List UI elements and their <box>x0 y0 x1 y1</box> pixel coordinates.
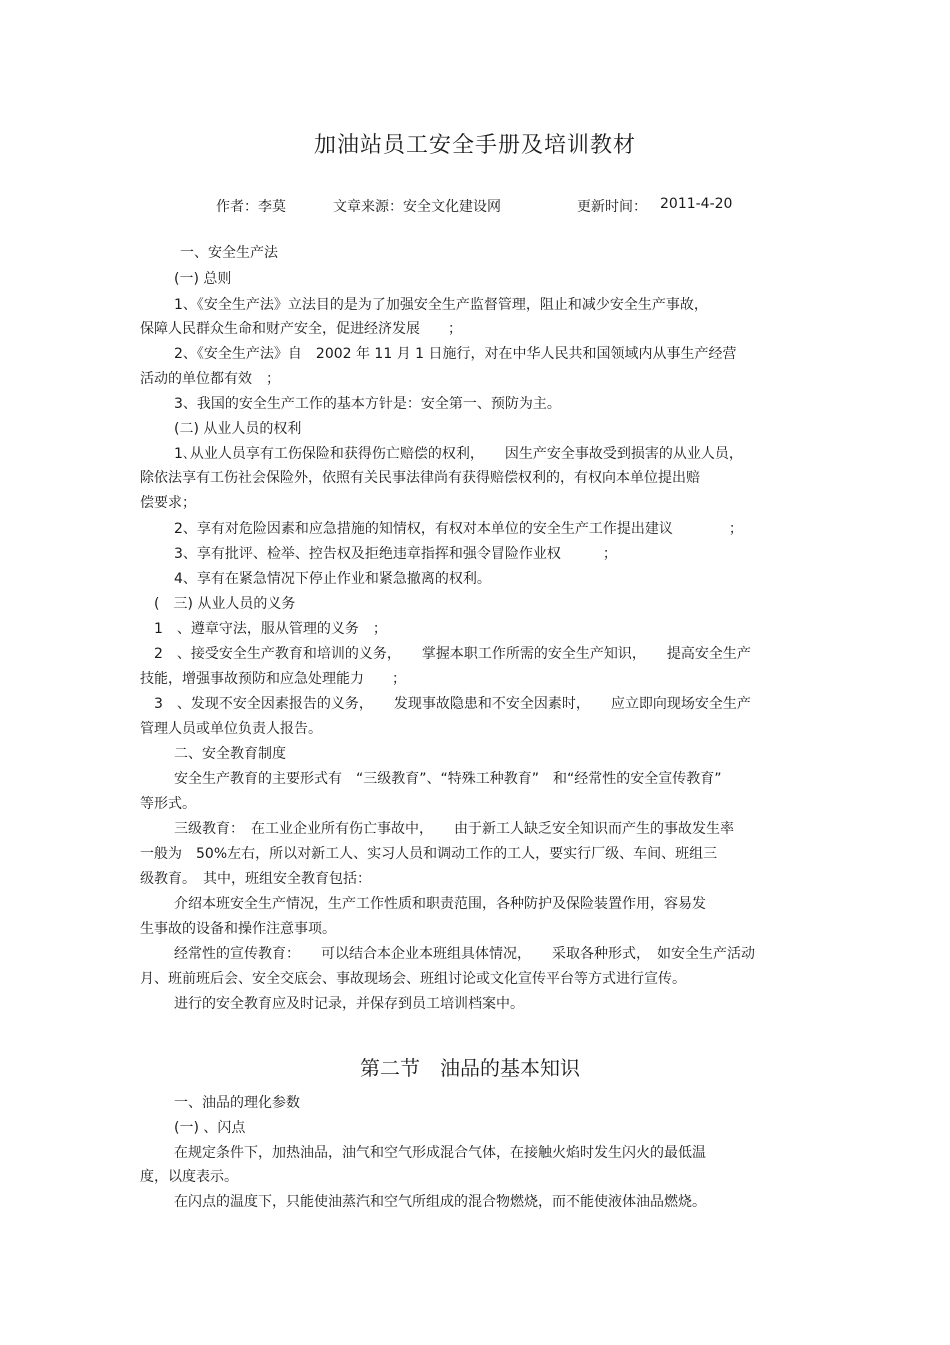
paragraph-line: 经常性的宣传教育： 可以结合本企业本班组具体情况， 采取各种形式， 如安全生产活动 <box>174 946 755 962</box>
paragraph-line: 4、享有在紧急情况下停止作业和紧急撤离的权利。 <box>174 571 491 587</box>
paragraph-line: 1 、遵章守法，服从管理的义务 ； <box>154 621 387 637</box>
heading-safety-law: 一、安全生产法 <box>180 245 278 261</box>
paragraph-line: 2 、接受安全生产教育和培训的义务， 掌握本职工作所需的安全生产知识， 提高安全生产 <box>154 646 751 662</box>
paragraph-line: 活动的单位都有效 ； <box>140 371 280 387</box>
subheading-general: (一) 总则 <box>174 271 232 287</box>
paragraph-line: 介绍本班安全生产情况，生产工作性质和职责范围，各种防护及保险装置作用，容易发 <box>174 896 706 912</box>
paragraph-line: 度，以度表示。 <box>140 1169 238 1185</box>
paragraph-line: 技能，增强事故预防和应急处理能力 ； <box>140 671 406 687</box>
paragraph-line: 1､从业人员享有工伤保险和获得伤亡赔偿的权利， 因生产安全事故受到损害的从业人员， <box>174 446 743 462</box>
paragraph-line: 3、我国的安全生产工作的基本方针是：安全第一、预防为主。 <box>174 396 561 412</box>
paragraph-line: 级教育。 其中，班组安全教育包括： <box>140 871 371 887</box>
paragraph-line: 偿要求； <box>140 495 196 511</box>
source-meta: 文章来源：安全文化建设网 <box>333 199 501 215</box>
paragraph-line: 月、班前班后会、安全交底会、事故现场会、班组讨论或文化宣传平台等方式进行宣传。 <box>140 971 686 987</box>
paragraph-line: 三级教育： 在工业企业所有伤亡事故中， 由于新工人缺乏安全知识而产生的事故发生率 <box>174 821 734 837</box>
paragraph-line: 1、《安全生产法》立法目的是为了加强安全生产监督管理，阻止和减少安全生产事故， <box>174 297 708 313</box>
paragraph-line: 保障人民群众生命和财产安全，促进经济发展 ； <box>140 321 462 337</box>
updated-value: 2011-4-20 <box>660 196 733 212</box>
paragraph-line: 3 、发现不安全因素报告的义务， 发现事故隐患和不安全因素时， 应立即向现场安全生产 <box>154 696 751 712</box>
paragraph-line: 管理人员或单位负责人报告。 <box>140 721 322 737</box>
heading-education-system: 二、安全教育制度 <box>174 746 286 762</box>
subheading-duties: ( 三) 从业人员的义务 <box>154 596 296 612</box>
paragraph-line: 生事故的设备和操作注意事项。 <box>140 921 336 937</box>
heading-oil-parameters: 一、油品的理化参数 <box>174 1095 300 1111</box>
paragraph-line: 进行的安全教育应及时记录，并保存到员工培训档案中。 <box>174 996 524 1012</box>
subheading-rights: (二) 从业人员的权利 <box>174 421 302 437</box>
subheading-flash-point: (一) 、闪点 <box>174 1120 246 1136</box>
paragraph-line: 2、《安全生产法》自 2002 年 11 月 1 日施行，对在中华人民共和国领域内从事生产经营 <box>174 346 737 362</box>
document-title: 加油站员工安全手册及培训教材 <box>313 133 636 158</box>
paragraph-line: 在规定条件下，加热油品，油气和空气形成混合气体，在接触火焰时发生闪火的最低温 <box>174 1145 706 1161</box>
section2-heading: 第二节 油品的基本知识 <box>360 1056 580 1080</box>
paragraph-line: 2、享有对危险因素和应急措施的知情权，有权对本单位的安全生产工作提出建议 ； <box>174 521 743 537</box>
paragraph-line: 在闪点的温度下，只能使油蒸汽和空气所组成的混合物燃烧，而不能使液体油品燃烧。 <box>174 1194 706 1210</box>
updated-label: 更新时间： <box>577 199 647 215</box>
paragraph-line: 安全生产教育的主要形式有 “三级教育”、“特殊工种教育” 和“经常性的安全宣传教育” <box>174 771 722 787</box>
author-meta: 作者：李莫 <box>216 199 286 215</box>
paragraph-line: 3、享有批评、检举、控告权及拒绝违章指挥和强令冒险作业权 ； <box>174 546 617 562</box>
paragraph-line: 除依法享有工伤社会保险外，依照有关民事法律尚有获得赔偿权利的，有权向本单位提出赔 <box>140 470 700 486</box>
paragraph-line: 等形式。 <box>140 796 196 812</box>
paragraph-line: 一般为 50%左右，所以对新工人、实习人员和调动工作的工人，要实行厂级、车间、班组三 <box>140 846 718 862</box>
